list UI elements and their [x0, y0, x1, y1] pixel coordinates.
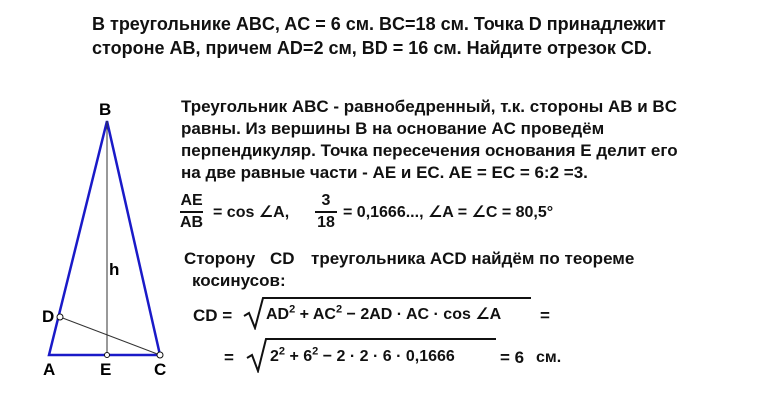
- cos-equation: = cos ∠A,: [213, 204, 290, 221]
- label-c: C: [154, 360, 167, 379]
- exponent: 2: [312, 345, 319, 358]
- exponent: 2: [335, 303, 343, 316]
- problem-line-1: В треугольнике ABC, AC = 6 см. BC=18 см. Точка D принадлежит: [92, 14, 666, 34]
- fraction-numerator: 3: [321, 192, 331, 209]
- fraction-denominator: AB: [180, 214, 204, 231]
- term-ad: AD: [266, 306, 290, 323]
- formula2-radicand: [270, 347, 455, 367]
- solution-line-2: равны. Из вершины B на основание AC проведём: [181, 119, 605, 138]
- label-h: h: [109, 260, 120, 279]
- term-ac: + AC: [295, 306, 336, 323]
- para2-cd: CD: [270, 249, 295, 268]
- solution-line-4: на две равные части - AE и EC. AE = EC = 6:2 =3.: [181, 163, 588, 182]
- formula2-unit: см.: [536, 349, 562, 366]
- term-6: + 6: [285, 348, 313, 365]
- formula1-radicand: [266, 305, 501, 325]
- exponent: 2: [278, 345, 286, 358]
- formula1-lhs: CD =: [193, 306, 233, 325]
- fraction-numerator: AE: [180, 192, 203, 209]
- point-c: [157, 352, 163, 358]
- segment-cd: [60, 317, 160, 355]
- triangle-abc: [49, 121, 160, 355]
- solution-line-3: перпендикуляр. Точка пересечения основания E делит его: [181, 141, 678, 160]
- problem-line-2: стороне AB, причем AD=2 см, BD = 16 см. Найдите отрезок CD.: [92, 38, 652, 58]
- fraction-denominator: 18: [317, 214, 335, 231]
- para2-line-2: косинусов:: [192, 271, 286, 290]
- label-a: A: [43, 360, 56, 379]
- fraction-bar: [315, 211, 337, 213]
- point-e: [105, 353, 110, 358]
- fraction-ae-ab: [180, 192, 203, 232]
- formula1-tail: =: [540, 306, 550, 325]
- formula2-tail: = 6: [500, 348, 525, 367]
- label-b: B: [99, 100, 112, 119]
- point-d: [57, 314, 63, 320]
- triangle-figure: [0, 0, 200, 409]
- label-e: E: [100, 360, 112, 379]
- term-product: − 2 · 2 · 6 · 0,1666: [318, 348, 455, 365]
- label-d: D: [42, 307, 55, 326]
- fraction-bar: [180, 211, 203, 213]
- formula2-lhs: =: [224, 348, 234, 367]
- term-cos: − 2AD · AC · cos ∠A: [342, 306, 502, 323]
- solution-line-1: Треугольник ABC - равнобедренный, т.к. стороны AB и BC: [181, 97, 677, 116]
- para2-rest: треугольника ACD найдём по теореме: [311, 249, 635, 268]
- fraction-3-18: [315, 192, 337, 232]
- term-2: 2: [270, 348, 279, 365]
- para2-word: Сторону: [184, 249, 256, 268]
- angle-result: = 0,1666..., ∠A = ∠C = 80,5°: [343, 204, 554, 221]
- exponent: 2: [289, 303, 296, 316]
